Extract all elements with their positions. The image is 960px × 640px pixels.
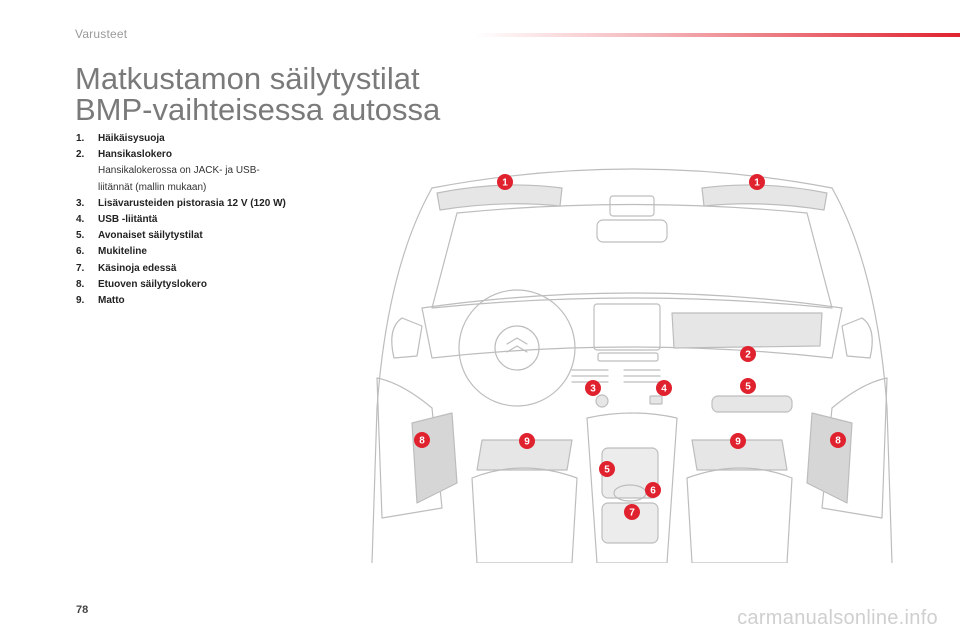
callout-4 — [656, 380, 672, 396]
callout-8-right — [830, 432, 846, 448]
interior-diagram — [362, 158, 902, 563]
page-number: 78 — [76, 604, 89, 616]
svg-text:5: 5 — [604, 464, 610, 476]
infotainment-screen — [594, 304, 660, 350]
callout-3 — [585, 380, 601, 396]
door-pocket-right — [807, 413, 852, 503]
legend-item-4: 4. USB -liitäntä — [76, 214, 158, 226]
mirror-base — [610, 196, 654, 216]
callout-1-left — [497, 174, 513, 190]
rearview-mirror — [597, 220, 667, 242]
legend-item-8: 8. Etuoven säilytyslokero — [76, 278, 207, 290]
callout-2 — [740, 346, 756, 362]
callout-6 — [645, 482, 661, 498]
callout-8-left — [414, 432, 430, 448]
legend-item-6: 6. Mukiteline — [76, 246, 147, 258]
page-title — [75, 63, 440, 125]
passenger-shelf — [712, 396, 792, 412]
seat-left — [472, 468, 577, 563]
callout-9-left — [519, 433, 535, 449]
climate-buttons — [598, 353, 658, 361]
legend-item-2-note-2: liitännät (mallin mukaan) — [98, 181, 207, 193]
vent-left — [572, 370, 608, 382]
legend-item-5: 5. Avonaiset säilytystilat — [76, 230, 203, 242]
power-socket — [596, 395, 608, 407]
section-label: Varusteet — [75, 27, 128, 41]
mirror-left — [392, 318, 422, 358]
svg-text:4: 4 — [661, 383, 667, 395]
legend-list — [76, 131, 346, 309]
svg-text:6: 6 — [650, 485, 656, 497]
page-title-line-1: Matkustamon säilytystilat — [75, 61, 420, 96]
legend-item-9: 9. Matto — [76, 295, 125, 307]
svg-text:1: 1 — [754, 177, 760, 189]
legend-item-2-note-1: Hansikalokerossa on JACK- ja USB- — [98, 165, 260, 177]
callout-7 — [624, 504, 640, 520]
steering-hub — [495, 326, 539, 370]
svg-text:3: 3 — [590, 383, 596, 395]
usb-port — [650, 396, 662, 404]
header-rule — [475, 33, 960, 37]
legend-item-2: 2. Hansikaslokero Hansikalokerossa on JACK- ja USB- liitännät (mallin mukaan) — [76, 147, 346, 196]
callout-5-passenger — [740, 378, 756, 394]
svg-text:7: 7 — [629, 507, 635, 519]
mirror-right — [842, 318, 872, 358]
svg-text:8: 8 — [419, 435, 425, 447]
glovebox — [672, 313, 822, 348]
page-title-line-2: BMP-vaihteisessa autossa — [75, 92, 441, 127]
svg-text:2: 2 — [745, 349, 751, 361]
vent-center — [624, 370, 660, 382]
callout-5-center — [599, 461, 615, 477]
callout-9-right — [730, 433, 746, 449]
watermark: carmanualsonline.info — [737, 607, 938, 629]
seat-right — [687, 468, 792, 563]
svg-text:9: 9 — [524, 436, 530, 448]
svg-text:8: 8 — [835, 435, 841, 447]
legend-item-7: 7. Käsinoja edessä — [76, 262, 177, 274]
callout-1-right — [749, 174, 765, 190]
steering-logo — [507, 338, 527, 352]
legend-item-1: 1. Häikäisysuoja — [76, 133, 165, 144]
svg-text:9: 9 — [735, 436, 741, 448]
legend-item-3: 3. Lisävarusteiden pistorasia 12 V (120 W) — [76, 197, 286, 209]
svg-text:1: 1 — [502, 177, 508, 189]
door-pocket-left — [412, 413, 457, 503]
svg-text:5: 5 — [745, 381, 751, 393]
